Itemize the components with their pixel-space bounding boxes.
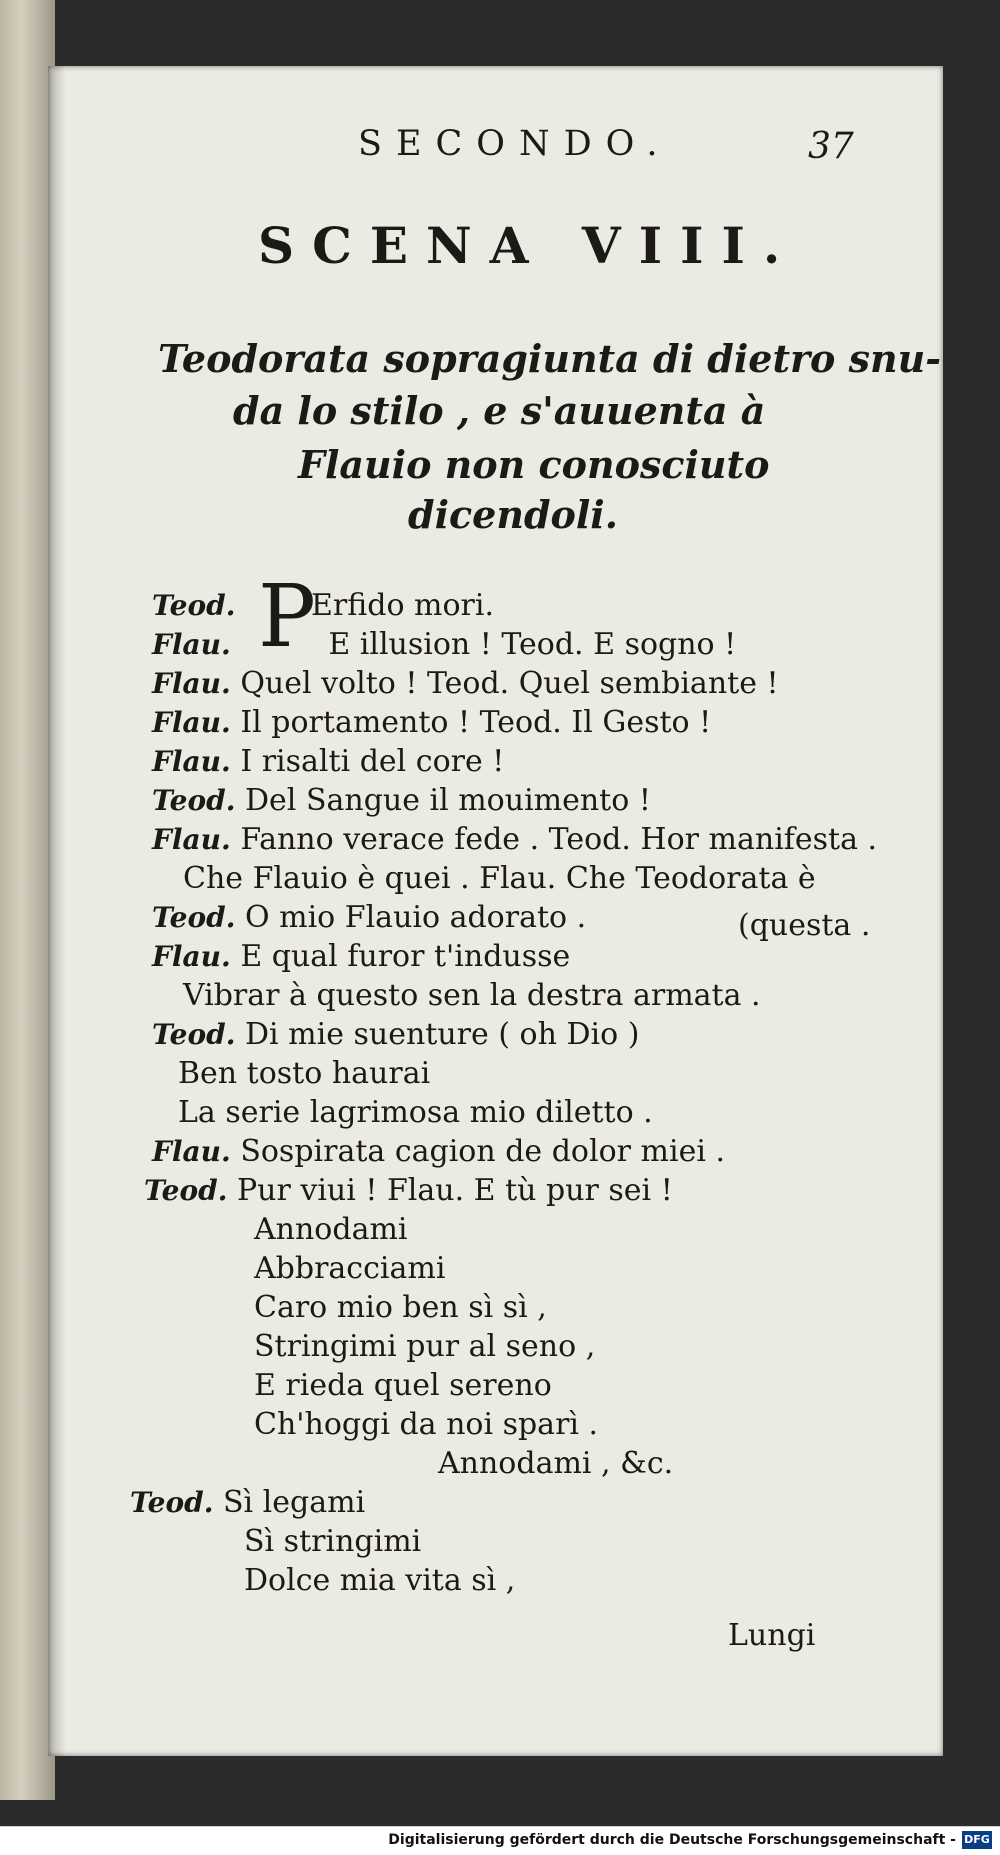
line-text: Quel volto ! Teod. Quel sembiante ! [240, 666, 779, 701]
speaker: Teod. [152, 901, 236, 934]
line-text: Sì legami [223, 1485, 366, 1520]
stage-direction-line: Flauio non conosciuto [298, 442, 770, 487]
verse-line [254, 1251, 445, 1286]
line-text: Che Flauio è quei . Flau. Che Teodorata è [183, 861, 816, 896]
stage-direction-line: dicendoli. [408, 492, 618, 537]
verse-line [152, 744, 504, 779]
line-text: (questa . [738, 908, 871, 943]
line-text: Dolce mia vita sì , [244, 1563, 516, 1598]
running-head: SECONDO. [358, 124, 672, 164]
line-text: O mio Flauio adorato . [245, 900, 587, 935]
stage-direction-line: Teodorata sopragiunta di dietro snu- [158, 336, 942, 381]
verse-line [152, 939, 570, 974]
speaker: Flau. [152, 628, 231, 661]
speaker: Flau. [152, 1135, 231, 1168]
stage-direction-line: da lo stilo , e s'auuenta à [233, 388, 766, 433]
verse-line [152, 588, 494, 623]
speaker: Flau. [152, 667, 231, 700]
verse-line [254, 1368, 552, 1403]
line-text: La serie lagrimosa mio diletto . [178, 1095, 653, 1130]
verse-line [152, 900, 586, 935]
verse-line [254, 1212, 408, 1247]
catchword: Lungi [728, 1618, 816, 1653]
line-text: Ben tosto haurai [178, 1056, 431, 1091]
verse-line [183, 978, 761, 1013]
line-text: Abbracciami [254, 1251, 446, 1286]
verse-line [152, 627, 736, 662]
verse-line [244, 1524, 421, 1559]
speaker: Flau. [152, 745, 231, 778]
line-text: Caro mio ben sì sì , [254, 1290, 547, 1325]
line-text: Fanno verace fede . Teod. Hor manifesta . [240, 822, 878, 857]
line-text: Stringimi pur al seno , [254, 1329, 596, 1364]
verse-line [152, 666, 779, 701]
line-text: Del Sangue il mouimento ! [245, 783, 651, 818]
speaker: Flau. [152, 706, 231, 739]
verse-line [152, 1017, 639, 1052]
speaker: Flau. [152, 823, 231, 856]
dfg-logo: DFG [962, 1831, 992, 1849]
line-text: I risalti del core ! [240, 744, 505, 779]
previous-page-edge [0, 0, 55, 1800]
verse-line [183, 861, 816, 896]
line-text: Di mie suenture ( oh Dio ) [245, 1017, 640, 1052]
speaker: Teod. [144, 1174, 228, 1207]
speaker: Teod. [152, 1018, 236, 1051]
page-number: 37 [808, 126, 854, 167]
line-text: Erfido mori. [311, 588, 495, 623]
verse-line [152, 822, 877, 857]
verse-line [152, 705, 711, 740]
speaker: Flau. [152, 940, 231, 973]
line-text: Sospirata cagion de dolor miei . [240, 1134, 725, 1169]
speaker: Teod. [152, 589, 236, 622]
line-text: Annodami , &c. [438, 1446, 674, 1481]
verse-line [178, 1056, 430, 1091]
line-text: E qual furor t'indusse [240, 939, 571, 974]
line-text: Pur viui ! Flau. E tù pur sei ! [237, 1173, 673, 1208]
scene-title: SCENA VIII. [258, 216, 799, 275]
line-text: Ch'hoggi da noi sparì . [254, 1407, 599, 1442]
verse-line [254, 1407, 598, 1442]
footer-text: Digitalisierung gefördert durch die Deutsche Forschungsgemeinschaft - [388, 1832, 956, 1848]
verse-line [152, 1134, 725, 1169]
verse-line [130, 1485, 365, 1520]
verse-line [254, 1329, 595, 1364]
line-text: Il portamento ! Teod. Il Gesto ! [240, 705, 712, 740]
digitization-footer [0, 1826, 1000, 1855]
verse-line [438, 1446, 673, 1481]
verse-line [152, 783, 651, 818]
verse-line-turnover [738, 908, 870, 943]
verse-line [144, 1173, 673, 1208]
verse-line [244, 1563, 515, 1598]
line-text: Vibrar à questo sen la destra armata . [183, 978, 761, 1013]
speaker: Teod. [152, 784, 236, 817]
verse-line [178, 1095, 653, 1130]
speaker: Teod. [130, 1486, 214, 1519]
line-text: E rieda quel sereno [254, 1368, 552, 1403]
drop-cap: P [258, 567, 316, 667]
line-text: E illusion ! Teod. E sogno ! [328, 627, 737, 662]
book-page [48, 66, 943, 1756]
verse-line [254, 1290, 547, 1325]
line-text: Sì stringimi [244, 1524, 422, 1559]
line-text: Annodami [254, 1212, 408, 1247]
page-fold-shadow [48, 66, 66, 1756]
